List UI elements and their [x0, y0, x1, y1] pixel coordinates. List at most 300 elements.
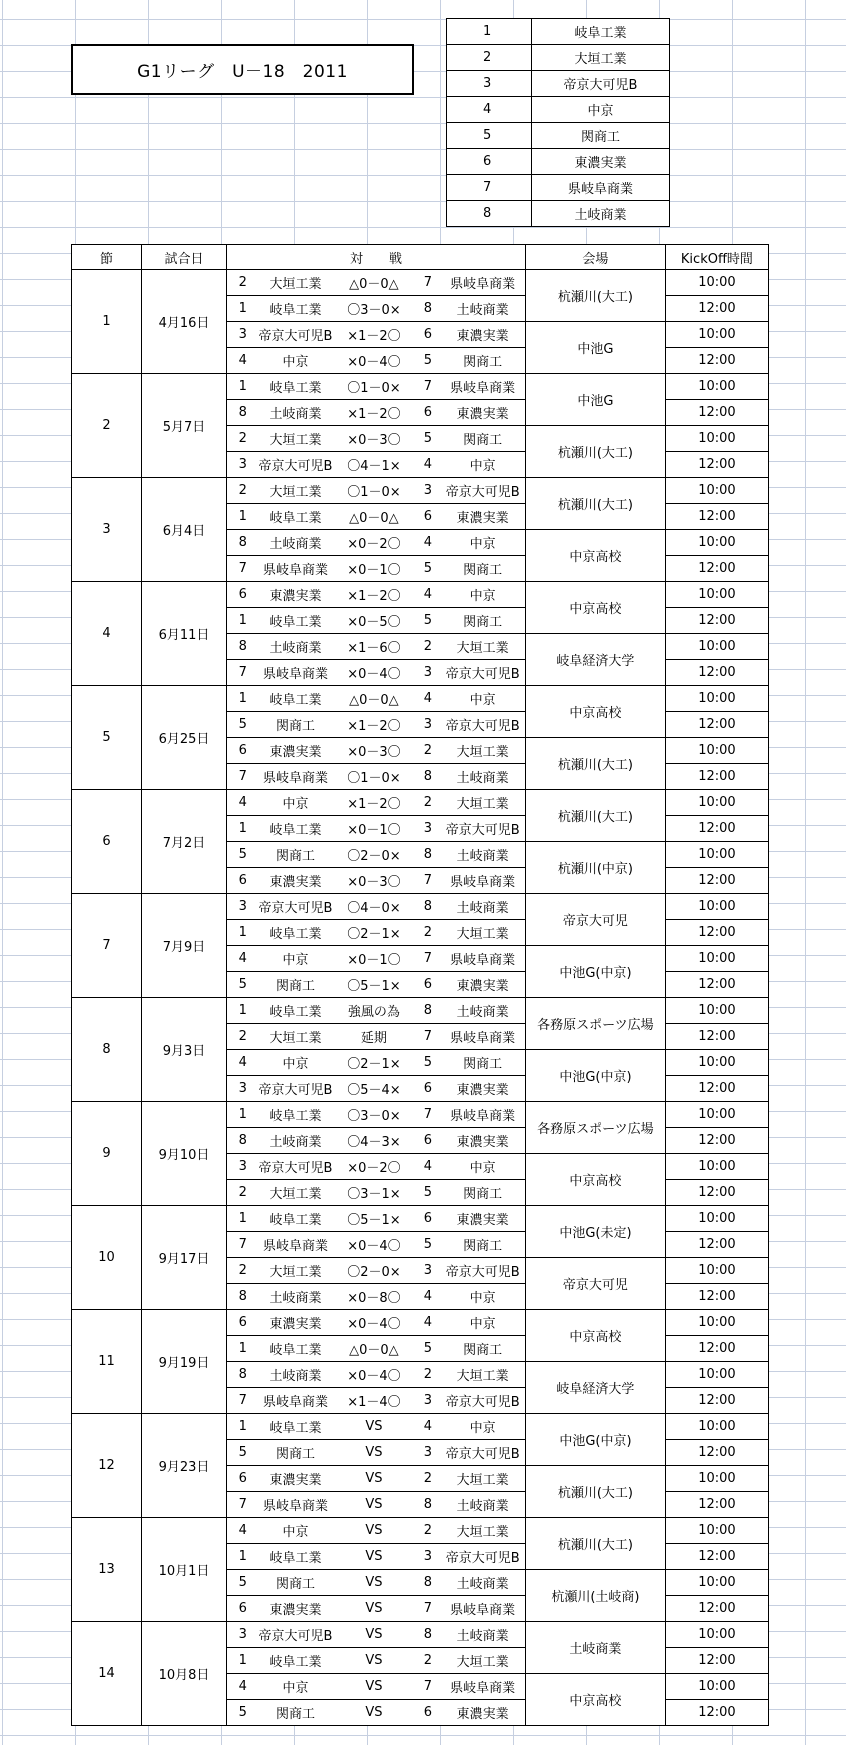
match-score: VS: [332, 1466, 415, 1492]
home-team-number: 5: [227, 1440, 259, 1466]
kickoff-time: 10:00: [665, 1154, 768, 1180]
away-team-name: 中京: [440, 582, 525, 608]
away-team-number: 5: [415, 348, 440, 374]
home-team-number: 1: [227, 608, 259, 634]
match-score: ×1－2〇: [332, 712, 415, 738]
away-team-name: 土岐商業: [440, 842, 525, 868]
home-team-number: 2: [227, 1024, 259, 1050]
match-score: VS: [332, 1570, 415, 1596]
round-number: 2: [72, 374, 142, 478]
kickoff-time: 10:00: [665, 686, 768, 712]
header-match: 対 戦: [227, 245, 526, 270]
team-list-table: [446, 18, 670, 227]
away-team-number: 8: [415, 764, 440, 790]
away-team-number: 2: [415, 1648, 440, 1674]
venue: 中池G(中京): [525, 1050, 665, 1102]
home-team-name: 土岐商業: [259, 1362, 333, 1388]
match-date: 9月19日: [142, 1310, 227, 1414]
away-team-number: 4: [415, 530, 440, 556]
home-team-name: 大垣工業: [259, 1180, 333, 1206]
match-row: [72, 1206, 769, 1232]
kickoff-time: 10:00: [665, 1674, 768, 1700]
away-team-number: 4: [415, 1284, 440, 1310]
match-score: ×0－8〇: [332, 1284, 415, 1310]
match-date: 6月4日: [142, 478, 227, 582]
home-team-number: 4: [227, 348, 259, 374]
away-team-number: 7: [415, 374, 440, 400]
match-date: 6月25日: [142, 686, 227, 790]
home-team-name: 岐阜工業: [259, 1414, 333, 1440]
team-name: 帝京大可児B: [532, 71, 670, 97]
home-team-name: 中京: [259, 1674, 333, 1700]
away-team-name: 土岐商業: [440, 998, 525, 1024]
match-score: ×1－2〇: [332, 790, 415, 816]
match-row: [72, 686, 769, 712]
match-date: 10月1日: [142, 1518, 227, 1622]
away-team-number: 8: [415, 1492, 440, 1518]
match-score: ×0－2〇: [332, 1154, 415, 1180]
home-team-name: 大垣工業: [259, 478, 333, 504]
team-name: 県岐阜商業: [532, 175, 670, 201]
kickoff-time: 10:00: [665, 1102, 768, 1128]
home-team-number: 3: [227, 1076, 259, 1102]
kickoff-time: 10:00: [665, 530, 768, 556]
home-team-name: 中京: [259, 1518, 333, 1544]
home-team-name: 岐阜工業: [259, 608, 333, 634]
match-date: 6月11日: [142, 582, 227, 686]
home-team-name: 県岐阜商業: [259, 1232, 333, 1258]
home-team-name: 中京: [259, 790, 333, 816]
away-team-number: 5: [415, 556, 440, 582]
home-team-number: 1: [227, 1206, 259, 1232]
kickoff-time: 12:00: [665, 1544, 768, 1570]
away-team-name: 帝京大可児B: [440, 660, 525, 686]
venue: 杭瀬川(大工): [525, 1518, 665, 1570]
match-score: ×1－4〇: [332, 1388, 415, 1414]
away-team-name: 帝京大可児B: [440, 1258, 525, 1284]
team-row: [447, 97, 670, 123]
home-team-number: 3: [227, 1154, 259, 1180]
home-team-number: 7: [227, 1388, 259, 1414]
away-team-name: 東濃実業: [440, 400, 525, 426]
venue: 杭瀬川(大工): [525, 790, 665, 842]
home-team-name: 帝京大可児B: [259, 1076, 333, 1102]
away-team-number: 2: [415, 1518, 440, 1544]
home-team-number: 1: [227, 1336, 259, 1362]
home-team-number: 7: [227, 1232, 259, 1258]
match-row: [72, 582, 769, 608]
away-team-name: 大垣工業: [440, 1518, 525, 1544]
team-number: 8: [447, 201, 532, 227]
home-team-name: 関商工: [259, 842, 333, 868]
home-team-number: 2: [227, 478, 259, 504]
away-team-number: 3: [415, 712, 440, 738]
home-team-number: 1: [227, 920, 259, 946]
home-team-number: 1: [227, 816, 259, 842]
venue: 中京高校: [525, 1674, 665, 1726]
home-team-number: 6: [227, 582, 259, 608]
home-team-name: 土岐商業: [259, 400, 333, 426]
kickoff-time: 12:00: [665, 712, 768, 738]
kickoff-time: 12:00: [665, 1232, 768, 1258]
team-number: 2: [447, 45, 532, 71]
away-team-name: 関商工: [440, 608, 525, 634]
away-team-number: 5: [415, 426, 440, 452]
away-team-number: 2: [415, 634, 440, 660]
team-row: [447, 45, 670, 71]
match-row: [72, 478, 769, 504]
kickoff-time: 10:00: [665, 1414, 768, 1440]
away-team-name: 大垣工業: [440, 1648, 525, 1674]
match-row: [72, 270, 769, 296]
match-score: VS: [332, 1622, 415, 1648]
match-score: ×0－3〇: [332, 426, 415, 452]
team-row: [447, 71, 670, 97]
home-team-name: 帝京大可児B: [259, 1154, 333, 1180]
team-row: [447, 175, 670, 201]
kickoff-time: 12:00: [665, 1076, 768, 1102]
away-team-name: 関商工: [440, 348, 525, 374]
venue: 杭瀬川(土岐商): [525, 1570, 665, 1622]
away-team-number: 7: [415, 1024, 440, 1050]
match-row: [72, 374, 769, 400]
kickoff-time: 12:00: [665, 972, 768, 998]
kickoff-time: 12:00: [665, 400, 768, 426]
match-score: ×0－4〇: [332, 660, 415, 686]
kickoff-time: 10:00: [665, 374, 768, 400]
away-team-number: 8: [415, 1570, 440, 1596]
home-team-number: 8: [227, 634, 259, 660]
away-team-name: 帝京大可児B: [440, 478, 525, 504]
venue: 中池G: [525, 322, 665, 374]
kickoff-time: 12:00: [665, 1648, 768, 1674]
round-number: 8: [72, 998, 142, 1102]
match-score: ×0－5〇: [332, 608, 415, 634]
home-team-name: 帝京大可児B: [259, 894, 333, 920]
kickoff-time: 12:00: [665, 1700, 768, 1726]
home-team-name: 中京: [259, 348, 333, 374]
match-score: 〇3－0×: [332, 296, 415, 322]
away-team-name: 東濃実業: [440, 1128, 525, 1154]
away-team-number: 5: [415, 1180, 440, 1206]
away-team-name: 東濃実業: [440, 322, 525, 348]
away-team-number: 4: [415, 1154, 440, 1180]
venue: 土岐商業: [525, 1622, 665, 1674]
match-row: [72, 998, 769, 1024]
home-team-number: 2: [227, 426, 259, 452]
home-team-name: 帝京大可児B: [259, 1622, 333, 1648]
home-team-number: 2: [227, 270, 259, 296]
round-number: 12: [72, 1414, 142, 1518]
kickoff-time: 12:00: [665, 1596, 768, 1622]
home-team-number: 1: [227, 296, 259, 322]
match-row: [72, 790, 769, 816]
away-team-name: 帝京大可児B: [440, 816, 525, 842]
venue: 中池G(未定): [525, 1206, 665, 1258]
venue: 杭瀬川(大工): [525, 426, 665, 478]
kickoff-time: 12:00: [665, 504, 768, 530]
home-team-number: 6: [227, 1596, 259, 1622]
away-team-number: 7: [415, 1596, 440, 1622]
venue: 各務原スポーツ広場: [525, 1102, 665, 1154]
home-team-number: 1: [227, 504, 259, 530]
home-team-number: 1: [227, 686, 259, 712]
home-team-name: 大垣工業: [259, 270, 333, 296]
match-row: [72, 1622, 769, 1648]
away-team-number: 3: [415, 816, 440, 842]
kickoff-time: 10:00: [665, 842, 768, 868]
home-team-name: 関商工: [259, 972, 333, 998]
away-team-name: 中京: [440, 1284, 525, 1310]
away-team-name: 関商工: [440, 1336, 525, 1362]
away-team-name: 帝京大可児B: [440, 1388, 525, 1414]
match-score: △0－0△: [332, 504, 415, 530]
match-score: 強風の為: [332, 998, 415, 1024]
home-team-name: 岐阜工業: [259, 1206, 333, 1232]
team-number: 4: [447, 97, 532, 123]
header-round: 節: [72, 245, 142, 270]
kickoff-time: 10:00: [665, 998, 768, 1024]
match-score: 〇5－4×: [332, 1076, 415, 1102]
kickoff-time: 12:00: [665, 348, 768, 374]
home-team-number: 4: [227, 790, 259, 816]
home-team-name: 大垣工業: [259, 1258, 333, 1284]
home-team-name: 岐阜工業: [259, 504, 333, 530]
kickoff-time: 10:00: [665, 582, 768, 608]
team-number: 1: [447, 19, 532, 45]
kickoff-time: 12:00: [665, 452, 768, 478]
match-score: 〇2－1×: [332, 920, 415, 946]
away-team-number: 6: [415, 1206, 440, 1232]
home-team-name: 土岐商業: [259, 634, 333, 660]
kickoff-time: 12:00: [665, 764, 768, 790]
away-team-number: 6: [415, 1076, 440, 1102]
home-team-name: 岐阜工業: [259, 296, 333, 322]
away-team-name: 県岐阜商業: [440, 946, 525, 972]
away-team-number: 4: [415, 1310, 440, 1336]
home-team-number: 5: [227, 1570, 259, 1596]
kickoff-time: 10:00: [665, 1258, 768, 1284]
match-score: △0－0△: [332, 686, 415, 712]
away-team-number: 5: [415, 1232, 440, 1258]
home-team-number: 1: [227, 374, 259, 400]
round-number: 14: [72, 1622, 142, 1726]
away-team-name: 大垣工業: [440, 920, 525, 946]
away-team-number: 8: [415, 894, 440, 920]
away-team-number: 7: [415, 946, 440, 972]
away-team-name: 土岐商業: [440, 894, 525, 920]
home-team-number: 6: [227, 1310, 259, 1336]
home-team-name: 大垣工業: [259, 1024, 333, 1050]
home-team-name: 東濃実業: [259, 738, 333, 764]
team-number: 3: [447, 71, 532, 97]
home-team-number: 4: [227, 1050, 259, 1076]
home-team-number: 5: [227, 712, 259, 738]
home-team-number: 3: [227, 452, 259, 478]
match-score: 〇3－1×: [332, 1180, 415, 1206]
home-team-name: 県岐阜商業: [259, 1492, 333, 1518]
home-team-name: 帝京大可児B: [259, 452, 333, 478]
venue: 中京高校: [525, 582, 665, 634]
match-score: ×0－4〇: [332, 348, 415, 374]
away-team-number: 7: [415, 1674, 440, 1700]
away-team-number: 8: [415, 296, 440, 322]
match-score: ×0－1〇: [332, 556, 415, 582]
kickoff-time: 10:00: [665, 1310, 768, 1336]
home-team-number: 4: [227, 1518, 259, 1544]
away-team-name: 県岐阜商業: [440, 1024, 525, 1050]
match-score: VS: [332, 1414, 415, 1440]
kickoff-time: 12:00: [665, 920, 768, 946]
match-score: 〇2－0×: [332, 1258, 415, 1284]
round-number: 3: [72, 478, 142, 582]
kickoff-time: 12:00: [665, 1440, 768, 1466]
away-team-name: 東濃実業: [440, 504, 525, 530]
match-date: 5月7日: [142, 374, 227, 478]
kickoff-time: 12:00: [665, 660, 768, 686]
match-score: 〇1－0×: [332, 764, 415, 790]
away-team-name: 中京: [440, 1154, 525, 1180]
match-date: 10月8日: [142, 1622, 227, 1726]
match-row: [72, 1102, 769, 1128]
team-row: [447, 149, 670, 175]
away-team-number: 2: [415, 1362, 440, 1388]
away-team-name: 関商工: [440, 426, 525, 452]
away-team-number: 5: [415, 1336, 440, 1362]
match-score: 〇4－3×: [332, 1128, 415, 1154]
away-team-name: 帝京大可児B: [440, 1544, 525, 1570]
home-team-number: 8: [227, 530, 259, 556]
kickoff-time: 10:00: [665, 1466, 768, 1492]
home-team-number: 8: [227, 400, 259, 426]
away-team-number: 3: [415, 1544, 440, 1570]
home-team-name: 土岐商業: [259, 530, 333, 556]
kickoff-time: 10:00: [665, 426, 768, 452]
match-date: 9月17日: [142, 1206, 227, 1310]
home-team-number: 3: [227, 894, 259, 920]
header-kickoff: KickOff時間: [665, 245, 768, 270]
away-team-number: 3: [415, 478, 440, 504]
away-team-number: 2: [415, 790, 440, 816]
venue: 杭瀬川(大工): [525, 738, 665, 790]
kickoff-time: 12:00: [665, 556, 768, 582]
match-score: VS: [332, 1544, 415, 1570]
home-team-name: 土岐商業: [259, 1284, 333, 1310]
away-team-number: 8: [415, 842, 440, 868]
round-number: 1: [72, 270, 142, 374]
kickoff-time: 10:00: [665, 270, 768, 296]
away-team-number: 2: [415, 920, 440, 946]
venue: 中京高校: [525, 686, 665, 738]
home-team-number: 1: [227, 1102, 259, 1128]
home-team-name: 岐阜工業: [259, 686, 333, 712]
home-team-number: 5: [227, 842, 259, 868]
kickoff-time: 10:00: [665, 1206, 768, 1232]
kickoff-time: 10:00: [665, 1362, 768, 1388]
home-team-name: 中京: [259, 946, 333, 972]
venue: 帝京大可児: [525, 1258, 665, 1310]
match-score: 〇1－0×: [332, 478, 415, 504]
team-row: [447, 123, 670, 149]
away-team-name: 東濃実業: [440, 1206, 525, 1232]
home-team-number: 6: [227, 1466, 259, 1492]
match-score: ×0－4〇: [332, 1310, 415, 1336]
home-team-name: 東濃実業: [259, 1596, 333, 1622]
home-team-name: 県岐阜商業: [259, 764, 333, 790]
match-date: 4月16日: [142, 270, 227, 374]
home-team-number: 1: [227, 1544, 259, 1570]
home-team-name: 関商工: [259, 1440, 333, 1466]
away-team-number: 6: [415, 322, 440, 348]
venue: 杭瀬川(大工): [525, 478, 665, 530]
away-team-name: 中京: [440, 686, 525, 712]
away-team-number: 6: [415, 504, 440, 530]
away-team-number: 3: [415, 1440, 440, 1466]
team-row: [447, 201, 670, 227]
match-score: ×1－2〇: [332, 400, 415, 426]
match-score: ×1－2〇: [332, 322, 415, 348]
match-score: ×0－1〇: [332, 816, 415, 842]
away-team-name: 県岐阜商業: [440, 1596, 525, 1622]
away-team-name: 土岐商業: [440, 1492, 525, 1518]
match-score: 〇4－0×: [332, 894, 415, 920]
match-score: VS: [332, 1492, 415, 1518]
home-team-number: 8: [227, 1362, 259, 1388]
page-title: G1リーグ U－18 2011: [71, 44, 414, 95]
home-team-number: 6: [227, 868, 259, 894]
away-team-number: 8: [415, 1622, 440, 1648]
match-score: ×0－2〇: [332, 530, 415, 556]
away-team-name: 東濃実業: [440, 1700, 525, 1726]
home-team-name: 県岐阜商業: [259, 660, 333, 686]
home-team-number: 1: [227, 1414, 259, 1440]
home-team-name: 岐阜工業: [259, 816, 333, 842]
kickoff-time: 12:00: [665, 1024, 768, 1050]
match-row: [72, 1310, 769, 1336]
kickoff-time: 12:00: [665, 1336, 768, 1362]
kickoff-time: 12:00: [665, 608, 768, 634]
home-team-name: 岐阜工業: [259, 1102, 333, 1128]
away-team-name: 東濃実業: [440, 972, 525, 998]
venue: 杭瀬川(中京): [525, 842, 665, 894]
home-team-name: 岐阜工業: [259, 920, 333, 946]
round-number: 11: [72, 1310, 142, 1414]
away-team-number: 5: [415, 1050, 440, 1076]
round-number: 4: [72, 582, 142, 686]
home-team-name: 東濃実業: [259, 582, 333, 608]
home-team-number: 8: [227, 1128, 259, 1154]
away-team-name: 大垣工業: [440, 1362, 525, 1388]
home-team-number: 7: [227, 660, 259, 686]
away-team-number: 7: [415, 1102, 440, 1128]
venue: 帝京大可児: [525, 894, 665, 946]
match-score: △0－0△: [332, 1336, 415, 1362]
away-team-name: 関商工: [440, 1232, 525, 1258]
kickoff-time: 10:00: [665, 478, 768, 504]
away-team-name: 県岐阜商業: [440, 868, 525, 894]
venue: 杭瀬川(大工): [525, 270, 665, 322]
venue: 杭瀬川(大工): [525, 1466, 665, 1518]
schedule-header-row: [72, 245, 769, 270]
team-name: 大垣工業: [532, 45, 670, 71]
match-score: ×0－4〇: [332, 1362, 415, 1388]
away-team-name: 大垣工業: [440, 738, 525, 764]
away-team-name: 中京: [440, 452, 525, 478]
home-team-name: 大垣工業: [259, 426, 333, 452]
round-number: 10: [72, 1206, 142, 1310]
home-team-name: 岐阜工業: [259, 374, 333, 400]
away-team-name: 大垣工業: [440, 634, 525, 660]
